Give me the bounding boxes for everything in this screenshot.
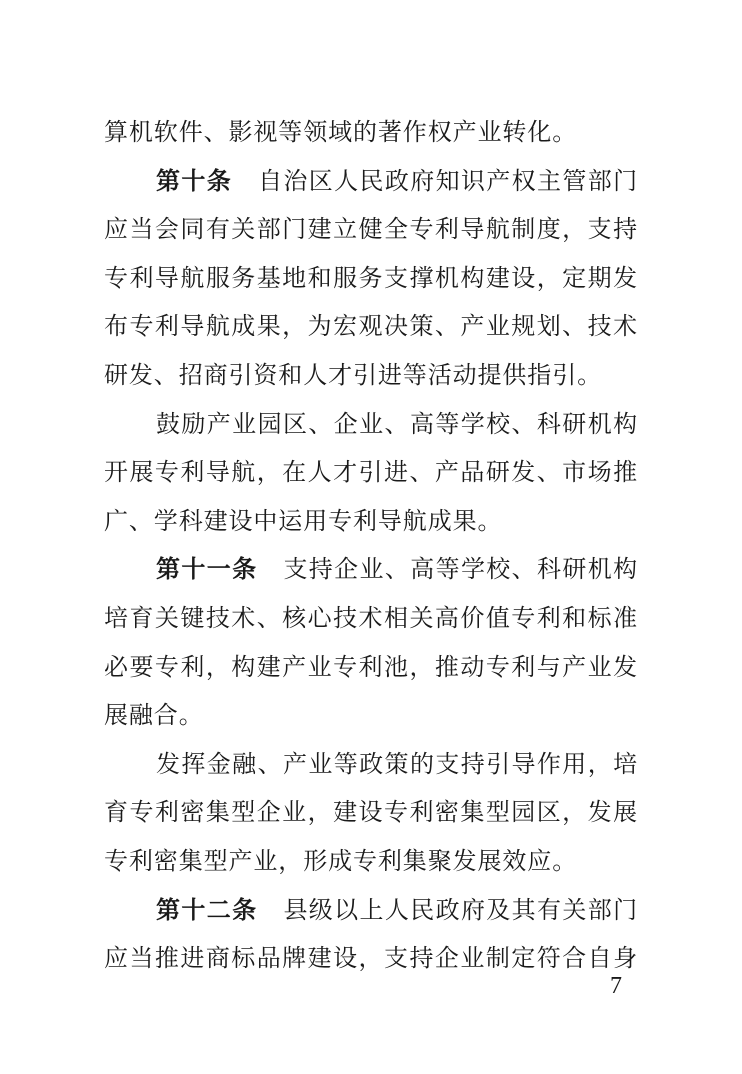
article-heading: 第十一条 (156, 555, 258, 584)
text-line: 广、学科建设中运用专利导航成果。 (104, 506, 503, 535)
article-10 (104, 157, 638, 400)
paragraph (104, 740, 638, 886)
article-12 (104, 886, 638, 983)
text-line: 育专利密集型企业，建设专利密集型园区，发展 (104, 798, 638, 827)
text-line: 应当会同有关部门建立健全专利导航制度，支持 (104, 215, 638, 244)
article-heading: 第十条 (156, 166, 233, 195)
text-line: 展融合。 (104, 701, 204, 730)
body-text (104, 108, 638, 983)
page-number: 7 (610, 973, 622, 999)
text-line: 发挥金融、产业等政策的支持引导作用，培 (156, 749, 638, 778)
text-line: 鼓励产业园区、企业、高等学校、科研机构 (156, 409, 638, 438)
text-line: 开展专利导航，在人才引进、产品研发、市场推 (104, 458, 638, 487)
article-11 (104, 545, 638, 739)
text-line: 培育关键技术、核心技术相关高价值专利和标准 (104, 603, 638, 632)
text-line: 县级以上人民政府及其有关部门 (283, 895, 638, 924)
text-line: 专利导航服务基地和服务支撑机构建设，定期发 (104, 263, 638, 292)
paragraph-continuation (104, 108, 638, 157)
text-line: 研发、招商引资和人才引进等活动提供指引。 (104, 360, 602, 389)
text-line: 布专利导航成果，为宏观决策、产业规划、技术 (104, 312, 638, 341)
text-line: 专利密集型产业，形成专利集聚发展效应。 (104, 846, 578, 875)
paragraph (104, 400, 638, 546)
text-line: 应当推进商标品牌建设，支持企业制定符合自身 (104, 944, 638, 973)
article-heading: 第十二条 (156, 895, 258, 924)
text-line: 自治区人民政府知识产权主管部门 (258, 166, 638, 195)
text-line: 支持企业、高等学校、科研机构 (283, 555, 638, 584)
text-line: 算机软件、影视等领域的著作权产业转化。 (104, 118, 578, 146)
text-line: 必要专利，构建产业专利池，推动专利与产业发 (104, 652, 638, 681)
